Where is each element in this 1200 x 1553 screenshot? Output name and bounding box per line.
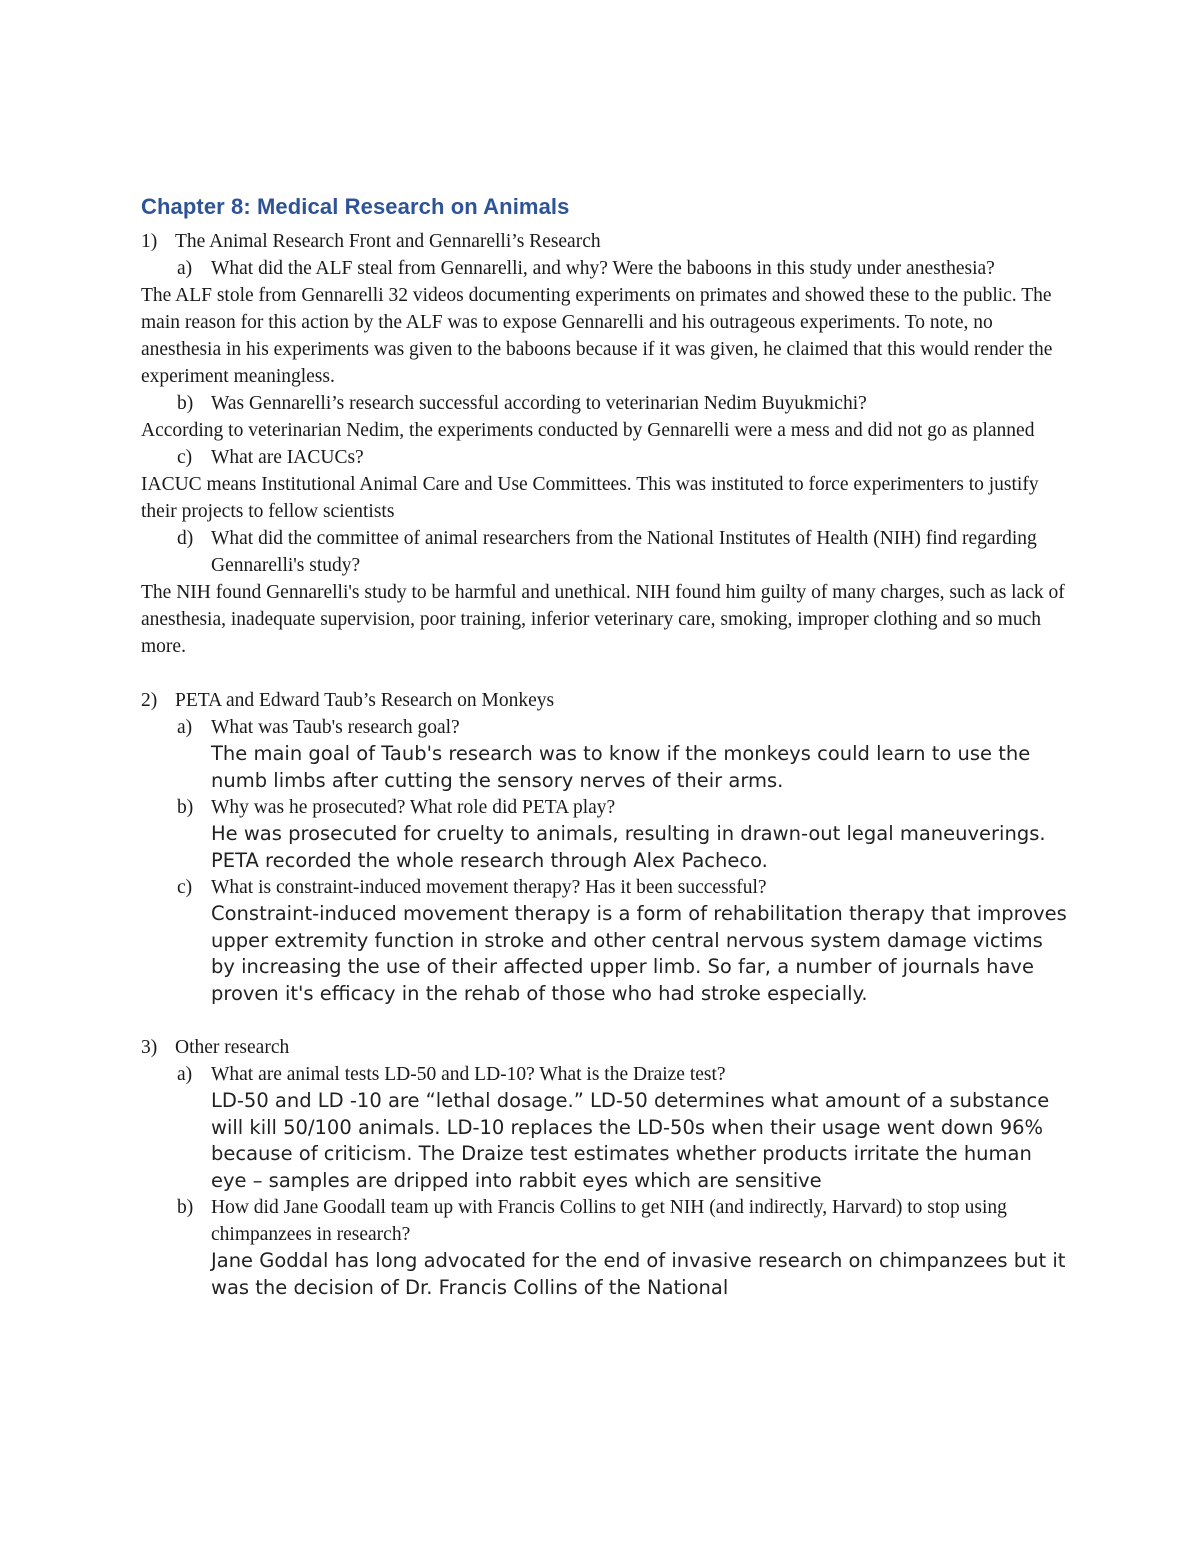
section-heading — [141, 1034, 1071, 1061]
answer-text: He was prosecuted for cruelty to animals, resulting in drawn-out legal maneuverings. PETA recorded the whole research through Alex Pacheco. — [211, 822, 1046, 872]
answer-text: According to veterinarian Nedim, the experiments conducted by Gennarelli were a mess and did not go as planned — [141, 420, 1035, 441]
question-text: How did Jane Goodall team up with Francis Collins to get NIH (and indirectly, Harvard) to stop using chimpanzees in research? — [211, 1197, 1007, 1245]
answer-text: IACUC means Institutional Animal Care and Use Committees. This was instituted to force experimenters to justify their projects to fellow scientists — [141, 474, 1039, 522]
section-number: 3) — [141, 1037, 158, 1058]
question-item — [141, 444, 1071, 471]
question-letter: b) — [177, 1197, 194, 1218]
section-title: Other research — [175, 1037, 290, 1058]
question-text: Was Gennarelli’s research successful according to veterinarian Nedim Buyukmichi? — [211, 393, 867, 414]
answer-text: The ALF stole from Gennarelli 32 videos documenting experiments on primates and showed these to the public. The main reason for this action by the ALF was to expose Gennarelli and his outrageous experiments. To note, no anesthesia in his experiments was given to the baboons because if it was given, he claimed that this would render the experiment meaningless. — [141, 285, 1053, 387]
answer-text: Constraint-induced movement therapy is a form of rehabilitation therapy that improves upper extremity function in stroke and other central nervous system damage victims by increasing the use of their affected upper limb. So far, a number of journals have proven it's efficacy in the rehab of those who had stroke especially. — [211, 902, 1067, 1005]
answer-text: The main goal of Taub's research was to know if the monkeys could learn to use the numb limbs after cutting the sensory nerves of their arms. — [211, 742, 1031, 792]
question-text: What is constraint-induced movement therapy? Has it been successful? — [211, 877, 767, 898]
spacer — [141, 660, 1071, 687]
question-letter: a) — [177, 258, 193, 279]
section-heading — [141, 228, 1071, 255]
chapter-title: Chapter 8: Medical Research on Animals — [141, 194, 570, 219]
section-number: 2) — [141, 690, 158, 711]
question-letter: b) — [177, 797, 194, 818]
question-text: What was Taub's research goal? — [211, 717, 460, 738]
question-item — [141, 714, 1071, 741]
question-letter: c) — [177, 447, 193, 468]
answer-text: The NIH found Gennarelli's study to be harmful and unethical. NIH found him guilty of many charges, such as lack of anesthesia, inadequate supervision, poor training, inferior veterinary care, smoking, improper clothing and so much more. — [141, 582, 1065, 657]
question-item — [141, 525, 1071, 579]
question-item — [141, 255, 1071, 282]
question-text: Why was he prosecuted? What role did PETA play? — [211, 797, 616, 818]
question-item — [141, 390, 1071, 417]
question-item — [141, 1061, 1071, 1088]
question-letter: a) — [177, 1064, 193, 1085]
answer-text: Jane Goddal has long advocated for the end of invasive research on chimpanzees but it was the decision of Dr. Francis Collins of the National — [211, 1249, 1066, 1299]
answer-text: LD-50 and LD -10 are “lethal dosage.” LD-50 determines what amount of a substance will kill 50/100 animals. LD-10 replaces the LD-50s when their usage went down 96% because of criticism. The Draize test estimates whether products irritate the human eye – samples are dripped into rabbit eyes which are sensitive — [211, 1089, 1050, 1192]
question-text: What are animal tests LD-50 and LD-10? What is the Draize test? — [211, 1064, 726, 1085]
question-text: What did the committee of animal researchers from the National Institutes of Health (NIH) find regarding Gennarelli's study? — [211, 528, 1037, 576]
question-letter: d) — [177, 528, 194, 549]
section-title: PETA and Edward Taub’s Research on Monkeys — [175, 690, 555, 711]
question-letter: a) — [177, 717, 193, 738]
question-text: What did the ALF steal from Gennarelli, and why? Were the baboons in this study under anesthesia? — [211, 258, 995, 279]
section-title: The Animal Research Front and Gennarelli’s Research — [175, 231, 601, 252]
question-item — [141, 874, 1071, 901]
question-letter: c) — [177, 877, 193, 898]
section-heading — [141, 687, 1071, 714]
section-number: 1) — [141, 231, 158, 252]
question-item — [141, 794, 1071, 821]
question-letter: b) — [177, 393, 194, 414]
spacer — [141, 1007, 1071, 1034]
document-body — [141, 192, 1071, 1301]
question-item — [141, 1194, 1071, 1248]
question-text: What are IACUCs? — [211, 447, 364, 468]
